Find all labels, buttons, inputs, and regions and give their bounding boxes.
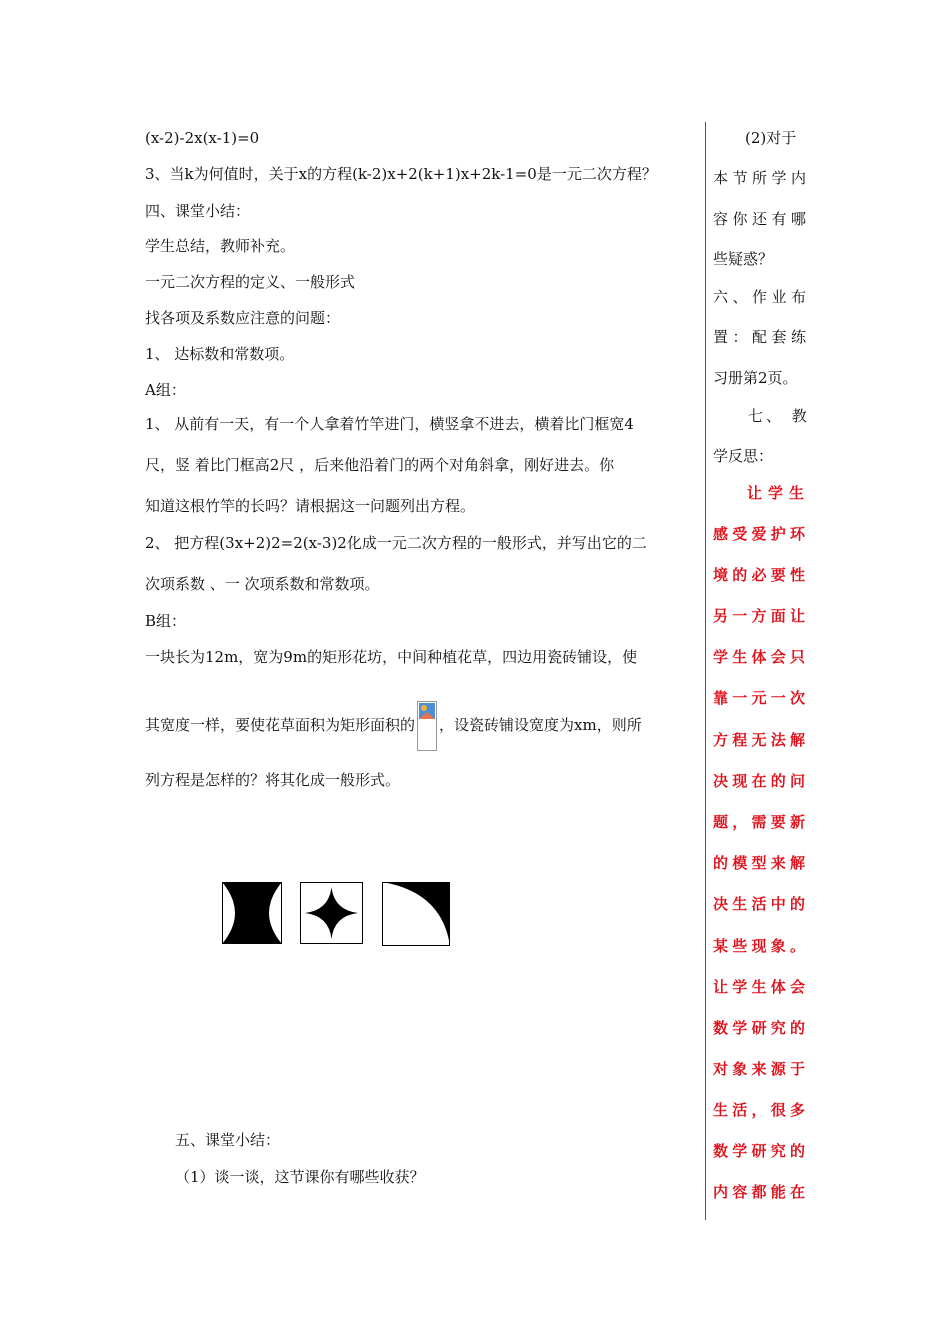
quarter-curve-shape-icon bbox=[382, 882, 450, 946]
reflection-line: 数学研究的 bbox=[713, 1142, 806, 1160]
side-text-line: 本节所学内 bbox=[713, 169, 806, 187]
side-text-line: 七、 教 bbox=[748, 407, 810, 425]
side-text-line: 些疑惑？ bbox=[713, 250, 774, 268]
side-text-line: 习册第2页。 bbox=[713, 369, 798, 387]
reflection-line: 另一方面让 bbox=[713, 607, 806, 625]
reflection-line: 决现在的问 bbox=[713, 772, 806, 790]
fraction-image-icon bbox=[417, 701, 437, 751]
text-line: 知道这根竹竿的长吗？请根据这一问题列出方程。 bbox=[145, 497, 476, 515]
side-text-line: (2)对于 bbox=[745, 129, 797, 147]
reflection-line: 学生体会只 bbox=[713, 648, 806, 666]
text-fragment: ，设瓷砖铺设宽度为xm，则所 bbox=[439, 716, 642, 734]
reflection-line: 某些现象。 bbox=[713, 937, 806, 955]
reflection-line: 靠一元一次 bbox=[713, 689, 806, 707]
text-line: 列方程是怎样的？将其化成一般形式。 bbox=[145, 771, 401, 789]
reflection-line: 方程无法解 bbox=[713, 731, 806, 749]
text-line: 一元二次方程的定义、一般形式 bbox=[145, 273, 356, 291]
text-line: 四、课堂小结： bbox=[145, 202, 251, 220]
text-line: B组： bbox=[145, 612, 187, 630]
section-title: 五、课堂小结： bbox=[175, 1131, 281, 1149]
four-point-star-shape-icon bbox=[300, 882, 363, 944]
reflection-line: 的模型来解 bbox=[713, 854, 806, 872]
reflection-line: 让学生 bbox=[747, 484, 811, 502]
text-line: A组： bbox=[145, 381, 186, 399]
reflection-line: 让学生体会 bbox=[713, 978, 806, 996]
text-line: (x-2)-2x(x-1)=0 bbox=[145, 129, 260, 147]
reflection-line: 内容都能在 bbox=[713, 1183, 806, 1201]
reflection-line: 决生活中的 bbox=[713, 895, 806, 913]
text-line: 学生总结，教师补充。 bbox=[145, 237, 296, 255]
text-line: （1）谈一谈，这节课你有哪些收获？ bbox=[175, 1168, 425, 1186]
text-line-with-image bbox=[145, 700, 642, 751]
text-line: 1、 达标数和常数项。 bbox=[145, 345, 295, 363]
side-text-line: 六、作业布 bbox=[713, 288, 806, 306]
reflection-line: 题，需要新 bbox=[713, 813, 806, 831]
text-line: 次项系数 、一 次项系数和常数项。 bbox=[145, 575, 380, 593]
side-text-line: 学反思： bbox=[713, 447, 774, 465]
hourglass-shape-icon bbox=[222, 882, 282, 944]
text-line: 找各项及系数应注意的问题： bbox=[145, 309, 341, 327]
text-fragment: 其宽度一样，要使花草面积为矩形面积的 bbox=[145, 716, 416, 734]
text-line: 1、 从前有一天，有一个人拿着竹竿进门，横竖拿不进去，横着比门框宽4 bbox=[145, 415, 634, 433]
text-line: 2、 把方程(3x+2)2=2(x-3)2化成一元二次方程的一般形式，并写出它的二 bbox=[145, 534, 647, 552]
text-line: 尺，竖 着比门框高2尺 ，后来他沿着门的两个对角斜拿，刚好进去。你 bbox=[145, 456, 615, 474]
side-text-line: 置：配套练 bbox=[713, 328, 806, 346]
text-line: 3、当k为何值时，关于x的方程(k-2)x+2(k+1)x+2k-1=0是一元二次方程？ bbox=[145, 165, 657, 183]
column-divider bbox=[705, 122, 706, 1220]
reflection-line: 数学研究的 bbox=[713, 1019, 806, 1037]
reflection-line: 境的必要性 bbox=[713, 566, 806, 584]
reflection-line: 对象来源于 bbox=[713, 1060, 806, 1078]
text-line: 一块长为12m，宽为9m的矩形花坊，中间种植花草，四边用瓷砖铺设，使 bbox=[145, 648, 638, 666]
side-text-line: 容你还有哪 bbox=[713, 210, 806, 228]
reflection-line: 生活，很多 bbox=[713, 1101, 806, 1119]
reflection-line: 感受爱护环 bbox=[713, 525, 806, 543]
